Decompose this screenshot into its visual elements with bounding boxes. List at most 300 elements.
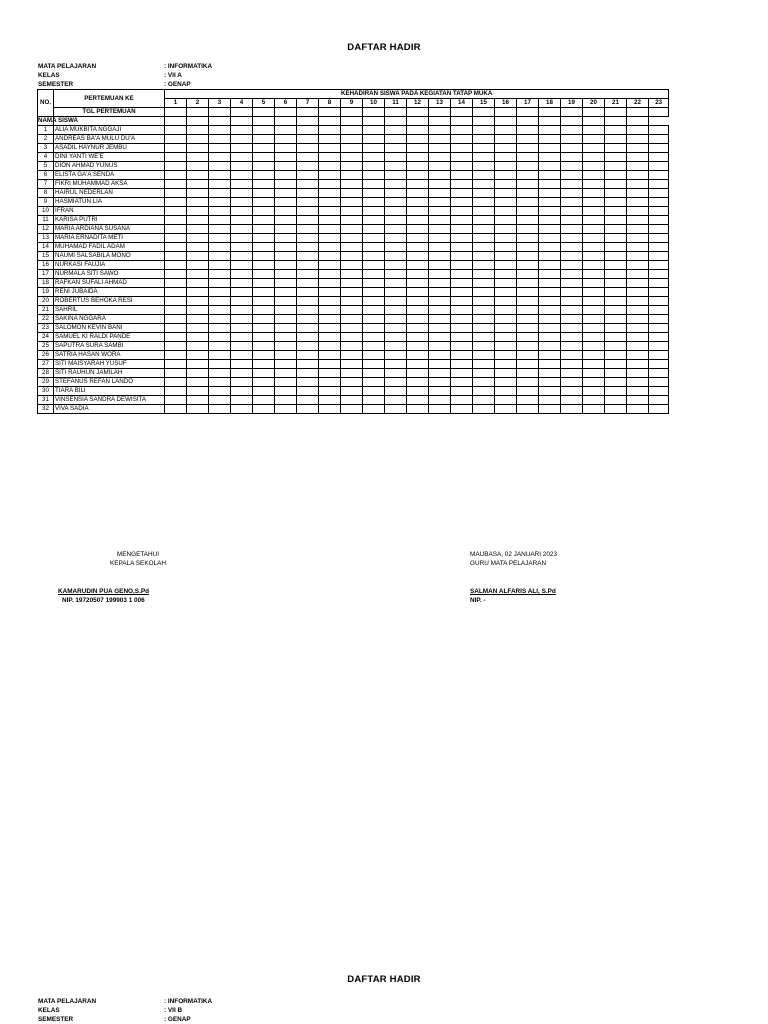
attendance-cell[interactable] xyxy=(385,351,407,360)
attendance-cell[interactable] xyxy=(539,207,561,216)
attendance-cell[interactable] xyxy=(605,144,627,153)
attendance-cell[interactable] xyxy=(539,360,561,369)
attendance-cell[interactable] xyxy=(583,270,605,279)
attendance-cell[interactable] xyxy=(231,342,253,351)
attendance-cell[interactable] xyxy=(341,225,363,234)
attendance-cell[interactable] xyxy=(341,324,363,333)
attendance-cell[interactable] xyxy=(231,135,253,144)
attendance-cell[interactable] xyxy=(319,180,341,189)
attendance-cell[interactable] xyxy=(407,189,429,198)
attendance-cell[interactable] xyxy=(451,144,473,153)
attendance-cell[interactable] xyxy=(539,126,561,135)
attendance-cell[interactable] xyxy=(517,315,539,324)
attendance-cell[interactable] xyxy=(583,144,605,153)
attendance-cell[interactable] xyxy=(517,288,539,297)
attendance-cell[interactable] xyxy=(187,297,209,306)
attendance-cell[interactable] xyxy=(253,162,275,171)
attendance-cell[interactable] xyxy=(385,243,407,252)
attendance-cell[interactable] xyxy=(473,288,495,297)
attendance-cell[interactable] xyxy=(605,270,627,279)
attendance-cell[interactable] xyxy=(605,189,627,198)
attendance-cell[interactable] xyxy=(583,387,605,396)
attendance-cell[interactable] xyxy=(297,279,319,288)
attendance-cell[interactable] xyxy=(407,207,429,216)
attendance-cell[interactable] xyxy=(363,180,385,189)
attendance-cell[interactable] xyxy=(561,126,583,135)
attendance-cell[interactable] xyxy=(363,279,385,288)
attendance-cell[interactable] xyxy=(539,144,561,153)
attendance-cell[interactable] xyxy=(627,144,649,153)
attendance-cell[interactable] xyxy=(297,387,319,396)
attendance-cell[interactable] xyxy=(583,225,605,234)
attendance-cell[interactable] xyxy=(209,243,231,252)
attendance-cell[interactable] xyxy=(231,234,253,243)
attendance-cell[interactable] xyxy=(451,243,473,252)
attendance-cell[interactable] xyxy=(209,234,231,243)
attendance-cell[interactable] xyxy=(385,144,407,153)
attendance-cell[interactable] xyxy=(451,225,473,234)
attendance-cell[interactable] xyxy=(539,162,561,171)
attendance-cell[interactable] xyxy=(165,180,187,189)
attendance-cell[interactable] xyxy=(539,405,561,414)
attendance-cell[interactable] xyxy=(495,333,517,342)
attendance-cell[interactable] xyxy=(539,342,561,351)
attendance-cell[interactable] xyxy=(451,216,473,225)
attendance-cell[interactable] xyxy=(209,315,231,324)
attendance-cell[interactable] xyxy=(253,360,275,369)
attendance-cell[interactable] xyxy=(605,351,627,360)
attendance-cell[interactable] xyxy=(341,216,363,225)
attendance-cell[interactable] xyxy=(209,252,231,261)
attendance-cell[interactable] xyxy=(165,234,187,243)
attendance-cell[interactable] xyxy=(187,315,209,324)
attendance-cell[interactable] xyxy=(627,126,649,135)
attendance-cell[interactable] xyxy=(275,405,297,414)
attendance-cell[interactable] xyxy=(517,153,539,162)
attendance-cell[interactable] xyxy=(583,252,605,261)
attendance-cell[interactable] xyxy=(429,351,451,360)
attendance-cell[interactable] xyxy=(297,324,319,333)
attendance-cell[interactable] xyxy=(363,243,385,252)
attendance-cell[interactable] xyxy=(473,360,495,369)
attendance-cell[interactable] xyxy=(517,342,539,351)
attendance-cell[interactable] xyxy=(363,135,385,144)
attendance-cell[interactable] xyxy=(561,369,583,378)
attendance-cell[interactable] xyxy=(561,270,583,279)
attendance-cell[interactable] xyxy=(319,261,341,270)
attendance-cell[interactable] xyxy=(165,261,187,270)
attendance-cell[interactable] xyxy=(429,189,451,198)
attendance-cell[interactable] xyxy=(297,153,319,162)
attendance-cell[interactable] xyxy=(363,333,385,342)
attendance-cell[interactable] xyxy=(495,162,517,171)
attendance-cell[interactable] xyxy=(627,342,649,351)
attendance-cell[interactable] xyxy=(231,243,253,252)
attendance-cell[interactable] xyxy=(385,207,407,216)
attendance-cell[interactable] xyxy=(187,324,209,333)
attendance-cell[interactable] xyxy=(275,216,297,225)
attendance-cell[interactable] xyxy=(275,324,297,333)
attendance-cell[interactable] xyxy=(363,216,385,225)
attendance-cell[interactable] xyxy=(429,360,451,369)
attendance-cell[interactable] xyxy=(275,387,297,396)
attendance-cell[interactable] xyxy=(253,270,275,279)
attendance-cell[interactable] xyxy=(583,216,605,225)
attendance-cell[interactable] xyxy=(561,306,583,315)
attendance-cell[interactable] xyxy=(429,279,451,288)
attendance-cell[interactable] xyxy=(253,288,275,297)
attendance-cell[interactable] xyxy=(231,270,253,279)
attendance-cell[interactable] xyxy=(297,180,319,189)
attendance-cell[interactable] xyxy=(363,225,385,234)
attendance-cell[interactable] xyxy=(605,405,627,414)
attendance-cell[interactable] xyxy=(605,396,627,405)
attendance-cell[interactable] xyxy=(231,207,253,216)
attendance-cell[interactable] xyxy=(231,153,253,162)
attendance-cell[interactable] xyxy=(407,306,429,315)
attendance-cell[interactable] xyxy=(561,162,583,171)
attendance-cell[interactable] xyxy=(627,387,649,396)
attendance-cell[interactable] xyxy=(561,225,583,234)
attendance-cell[interactable] xyxy=(187,378,209,387)
attendance-cell[interactable] xyxy=(561,324,583,333)
attendance-cell[interactable] xyxy=(649,180,669,189)
attendance-cell[interactable] xyxy=(583,378,605,387)
attendance-cell[interactable] xyxy=(275,207,297,216)
attendance-cell[interactable] xyxy=(385,333,407,342)
attendance-cell[interactable] xyxy=(319,279,341,288)
attendance-cell[interactable] xyxy=(583,297,605,306)
attendance-cell[interactable] xyxy=(649,360,669,369)
attendance-cell[interactable] xyxy=(209,270,231,279)
attendance-cell[interactable] xyxy=(385,270,407,279)
attendance-cell[interactable] xyxy=(561,342,583,351)
attendance-cell[interactable] xyxy=(297,216,319,225)
attendance-cell[interactable] xyxy=(473,378,495,387)
attendance-cell[interactable] xyxy=(495,378,517,387)
attendance-cell[interactable] xyxy=(495,369,517,378)
attendance-cell[interactable] xyxy=(649,387,669,396)
attendance-cell[interactable] xyxy=(627,333,649,342)
attendance-cell[interactable] xyxy=(583,207,605,216)
attendance-cell[interactable] xyxy=(539,387,561,396)
attendance-cell[interactable] xyxy=(473,387,495,396)
attendance-cell[interactable] xyxy=(231,288,253,297)
attendance-cell[interactable] xyxy=(209,144,231,153)
attendance-cell[interactable] xyxy=(363,126,385,135)
attendance-cell[interactable] xyxy=(253,396,275,405)
attendance-cell[interactable] xyxy=(495,234,517,243)
attendance-cell[interactable] xyxy=(473,216,495,225)
attendance-cell[interactable] xyxy=(275,333,297,342)
attendance-cell[interactable] xyxy=(275,162,297,171)
attendance-cell[interactable] xyxy=(429,342,451,351)
attendance-cell[interactable] xyxy=(495,405,517,414)
attendance-cell[interactable] xyxy=(341,351,363,360)
attendance-cell[interactable] xyxy=(605,306,627,315)
attendance-cell[interactable] xyxy=(165,405,187,414)
attendance-cell[interactable] xyxy=(341,126,363,135)
attendance-cell[interactable] xyxy=(605,369,627,378)
attendance-cell[interactable] xyxy=(341,171,363,180)
attendance-cell[interactable] xyxy=(649,333,669,342)
attendance-cell[interactable] xyxy=(253,279,275,288)
attendance-cell[interactable] xyxy=(539,396,561,405)
attendance-cell[interactable] xyxy=(627,369,649,378)
attendance-cell[interactable] xyxy=(649,162,669,171)
attendance-cell[interactable] xyxy=(605,216,627,225)
attendance-cell[interactable] xyxy=(495,297,517,306)
attendance-cell[interactable] xyxy=(253,405,275,414)
attendance-cell[interactable] xyxy=(605,279,627,288)
attendance-cell[interactable] xyxy=(539,378,561,387)
attendance-cell[interactable] xyxy=(187,270,209,279)
attendance-cell[interactable] xyxy=(385,387,407,396)
attendance-cell[interactable] xyxy=(407,252,429,261)
attendance-cell[interactable] xyxy=(407,198,429,207)
attendance-cell[interactable] xyxy=(407,288,429,297)
attendance-cell[interactable] xyxy=(561,405,583,414)
attendance-cell[interactable] xyxy=(649,216,669,225)
attendance-cell[interactable] xyxy=(451,324,473,333)
attendance-cell[interactable] xyxy=(517,306,539,315)
attendance-cell[interactable] xyxy=(429,333,451,342)
attendance-cell[interactable] xyxy=(407,126,429,135)
attendance-cell[interactable] xyxy=(627,216,649,225)
attendance-cell[interactable] xyxy=(231,171,253,180)
attendance-cell[interactable] xyxy=(363,378,385,387)
attendance-cell[interactable] xyxy=(517,360,539,369)
attendance-cell[interactable] xyxy=(253,153,275,162)
attendance-cell[interactable] xyxy=(583,135,605,144)
attendance-cell[interactable] xyxy=(165,225,187,234)
attendance-cell[interactable] xyxy=(341,405,363,414)
attendance-cell[interactable] xyxy=(253,189,275,198)
attendance-cell[interactable] xyxy=(605,234,627,243)
attendance-cell[interactable] xyxy=(341,387,363,396)
attendance-cell[interactable] xyxy=(495,279,517,288)
attendance-cell[interactable] xyxy=(165,243,187,252)
attendance-cell[interactable] xyxy=(649,288,669,297)
attendance-cell[interactable] xyxy=(363,198,385,207)
attendance-cell[interactable] xyxy=(473,198,495,207)
attendance-cell[interactable] xyxy=(319,297,341,306)
attendance-cell[interactable] xyxy=(539,333,561,342)
attendance-cell[interactable] xyxy=(165,135,187,144)
attendance-cell[interactable] xyxy=(583,126,605,135)
attendance-cell[interactable] xyxy=(627,189,649,198)
attendance-cell[interactable] xyxy=(495,171,517,180)
attendance-cell[interactable] xyxy=(231,198,253,207)
attendance-cell[interactable] xyxy=(407,144,429,153)
attendance-cell[interactable] xyxy=(319,189,341,198)
attendance-cell[interactable] xyxy=(539,279,561,288)
attendance-cell[interactable] xyxy=(385,261,407,270)
attendance-cell[interactable] xyxy=(627,306,649,315)
attendance-cell[interactable] xyxy=(473,126,495,135)
attendance-cell[interactable] xyxy=(253,378,275,387)
attendance-cell[interactable] xyxy=(473,144,495,153)
attendance-cell[interactable] xyxy=(649,189,669,198)
attendance-cell[interactable] xyxy=(495,144,517,153)
attendance-cell[interactable] xyxy=(649,378,669,387)
attendance-cell[interactable] xyxy=(517,396,539,405)
attendance-cell[interactable] xyxy=(231,387,253,396)
attendance-cell[interactable] xyxy=(187,207,209,216)
attendance-cell[interactable] xyxy=(209,324,231,333)
attendance-cell[interactable] xyxy=(231,216,253,225)
attendance-cell[interactable] xyxy=(517,324,539,333)
attendance-cell[interactable] xyxy=(275,180,297,189)
attendance-cell[interactable] xyxy=(627,270,649,279)
attendance-cell[interactable] xyxy=(341,288,363,297)
attendance-cell[interactable] xyxy=(451,198,473,207)
attendance-cell[interactable] xyxy=(363,306,385,315)
attendance-cell[interactable] xyxy=(583,279,605,288)
attendance-cell[interactable] xyxy=(583,396,605,405)
attendance-cell[interactable] xyxy=(209,171,231,180)
attendance-cell[interactable] xyxy=(473,135,495,144)
attendance-cell[interactable] xyxy=(385,306,407,315)
attendance-cell[interactable] xyxy=(385,288,407,297)
attendance-cell[interactable] xyxy=(319,162,341,171)
attendance-cell[interactable] xyxy=(649,225,669,234)
attendance-cell[interactable] xyxy=(275,315,297,324)
attendance-cell[interactable] xyxy=(297,396,319,405)
attendance-cell[interactable] xyxy=(583,198,605,207)
attendance-cell[interactable] xyxy=(385,234,407,243)
attendance-cell[interactable] xyxy=(341,270,363,279)
attendance-cell[interactable] xyxy=(341,180,363,189)
attendance-cell[interactable] xyxy=(209,387,231,396)
attendance-cell[interactable] xyxy=(187,360,209,369)
attendance-cell[interactable] xyxy=(341,306,363,315)
attendance-cell[interactable] xyxy=(297,135,319,144)
attendance-cell[interactable] xyxy=(649,135,669,144)
attendance-cell[interactable] xyxy=(451,396,473,405)
attendance-cell[interactable] xyxy=(605,252,627,261)
attendance-cell[interactable] xyxy=(385,153,407,162)
attendance-cell[interactable] xyxy=(561,315,583,324)
attendance-cell[interactable] xyxy=(451,387,473,396)
attendance-cell[interactable] xyxy=(649,207,669,216)
attendance-cell[interactable] xyxy=(561,198,583,207)
attendance-cell[interactable] xyxy=(253,387,275,396)
attendance-cell[interactable] xyxy=(319,243,341,252)
attendance-cell[interactable] xyxy=(341,342,363,351)
attendance-cell[interactable] xyxy=(275,360,297,369)
attendance-cell[interactable] xyxy=(583,360,605,369)
attendance-cell[interactable] xyxy=(341,369,363,378)
attendance-cell[interactable] xyxy=(165,153,187,162)
attendance-cell[interactable] xyxy=(297,189,319,198)
attendance-cell[interactable] xyxy=(319,351,341,360)
attendance-cell[interactable] xyxy=(451,234,473,243)
attendance-cell[interactable] xyxy=(539,153,561,162)
attendance-cell[interactable] xyxy=(473,297,495,306)
attendance-cell[interactable] xyxy=(451,252,473,261)
attendance-cell[interactable] xyxy=(473,189,495,198)
attendance-cell[interactable] xyxy=(209,360,231,369)
attendance-cell[interactable] xyxy=(319,288,341,297)
attendance-cell[interactable] xyxy=(297,225,319,234)
attendance-cell[interactable] xyxy=(473,315,495,324)
attendance-cell[interactable] xyxy=(275,171,297,180)
attendance-cell[interactable] xyxy=(583,243,605,252)
attendance-cell[interactable] xyxy=(539,306,561,315)
attendance-cell[interactable] xyxy=(451,171,473,180)
attendance-cell[interactable] xyxy=(275,252,297,261)
attendance-cell[interactable] xyxy=(341,333,363,342)
attendance-cell[interactable] xyxy=(561,207,583,216)
attendance-cell[interactable] xyxy=(341,243,363,252)
attendance-cell[interactable] xyxy=(187,198,209,207)
attendance-cell[interactable] xyxy=(319,360,341,369)
attendance-cell[interactable] xyxy=(429,324,451,333)
attendance-cell[interactable] xyxy=(451,270,473,279)
attendance-cell[interactable] xyxy=(429,252,451,261)
attendance-cell[interactable] xyxy=(649,243,669,252)
attendance-cell[interactable] xyxy=(517,216,539,225)
attendance-cell[interactable] xyxy=(539,324,561,333)
attendance-cell[interactable] xyxy=(231,396,253,405)
attendance-cell[interactable] xyxy=(209,162,231,171)
attendance-cell[interactable] xyxy=(495,243,517,252)
attendance-cell[interactable] xyxy=(429,171,451,180)
attendance-cell[interactable] xyxy=(627,360,649,369)
attendance-cell[interactable] xyxy=(363,144,385,153)
attendance-cell[interactable] xyxy=(363,189,385,198)
attendance-cell[interactable] xyxy=(473,153,495,162)
attendance-cell[interactable] xyxy=(451,180,473,189)
attendance-cell[interactable] xyxy=(231,180,253,189)
attendance-cell[interactable] xyxy=(495,216,517,225)
attendance-cell[interactable] xyxy=(627,315,649,324)
attendance-cell[interactable] xyxy=(561,234,583,243)
attendance-cell[interactable] xyxy=(297,126,319,135)
attendance-cell[interactable] xyxy=(627,243,649,252)
attendance-cell[interactable] xyxy=(583,171,605,180)
attendance-cell[interactable] xyxy=(517,207,539,216)
attendance-cell[interactable] xyxy=(297,261,319,270)
attendance-cell[interactable] xyxy=(627,396,649,405)
attendance-cell[interactable] xyxy=(627,198,649,207)
attendance-cell[interactable] xyxy=(187,342,209,351)
attendance-cell[interactable] xyxy=(363,153,385,162)
attendance-cell[interactable] xyxy=(583,351,605,360)
attendance-cell[interactable] xyxy=(539,216,561,225)
attendance-cell[interactable] xyxy=(605,288,627,297)
attendance-cell[interactable] xyxy=(275,153,297,162)
attendance-cell[interactable] xyxy=(517,351,539,360)
attendance-cell[interactable] xyxy=(231,306,253,315)
attendance-cell[interactable] xyxy=(495,153,517,162)
attendance-cell[interactable] xyxy=(209,342,231,351)
attendance-cell[interactable] xyxy=(649,351,669,360)
attendance-cell[interactable] xyxy=(517,198,539,207)
attendance-cell[interactable] xyxy=(187,279,209,288)
attendance-cell[interactable] xyxy=(605,261,627,270)
attendance-cell[interactable] xyxy=(253,144,275,153)
attendance-cell[interactable] xyxy=(253,315,275,324)
attendance-cell[interactable] xyxy=(583,234,605,243)
attendance-cell[interactable] xyxy=(407,135,429,144)
attendance-cell[interactable] xyxy=(209,180,231,189)
attendance-cell[interactable] xyxy=(627,378,649,387)
attendance-cell[interactable] xyxy=(473,243,495,252)
attendance-cell[interactable] xyxy=(253,225,275,234)
attendance-cell[interactable] xyxy=(231,405,253,414)
